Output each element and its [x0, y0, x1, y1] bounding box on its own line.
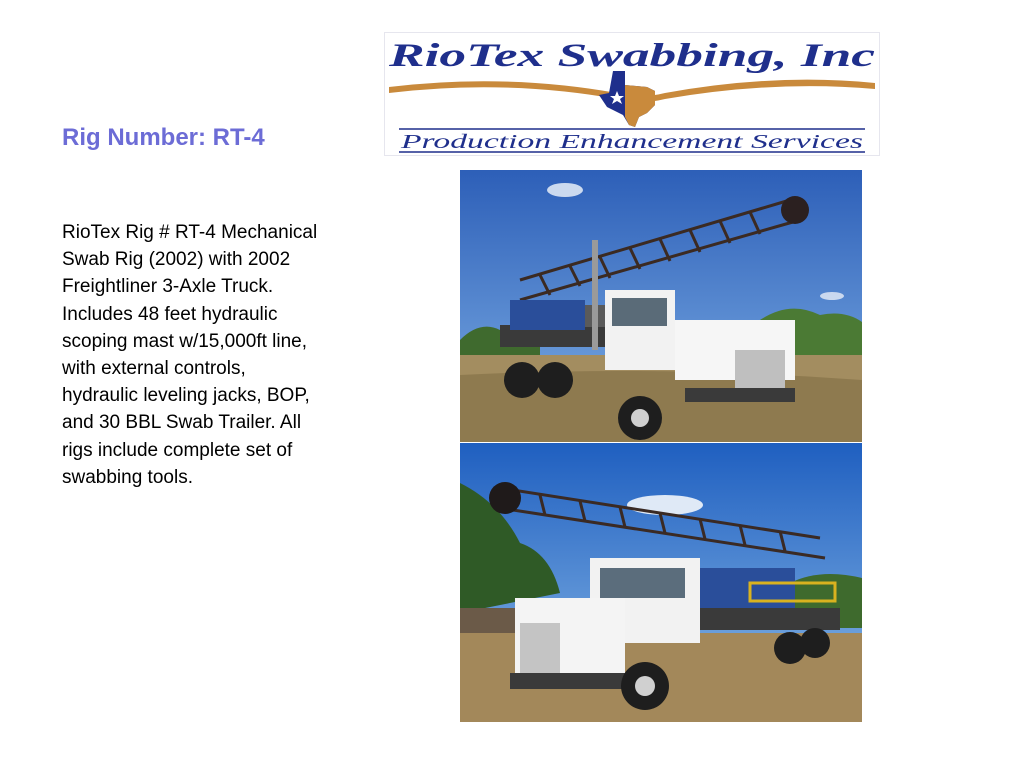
rig-description: RioTex Rig # RT-4 Mechanical Swab Rig (2002) with 2002 Freightliner 3-Axle Truck. Includes 48 feet hydraulic scoping mast w/15,000ft line, with external controls, hydraulic leveling jacks, BOP, and 30 BBL Swab Trailer. All rigs include complete set of swabbing tools. [62, 222, 318, 488]
logo-tagline: Production Enhancement Services [399, 131, 864, 153]
texas-state-icon [599, 71, 655, 127]
page-title: Rig Number: RT-4 [62, 124, 265, 151]
rig-photo-front [460, 443, 862, 722]
company-logo [384, 32, 880, 156]
logo-company-name: RioTex Swabbing, Inc [387, 38, 876, 74]
rig-photo-side [460, 170, 862, 442]
